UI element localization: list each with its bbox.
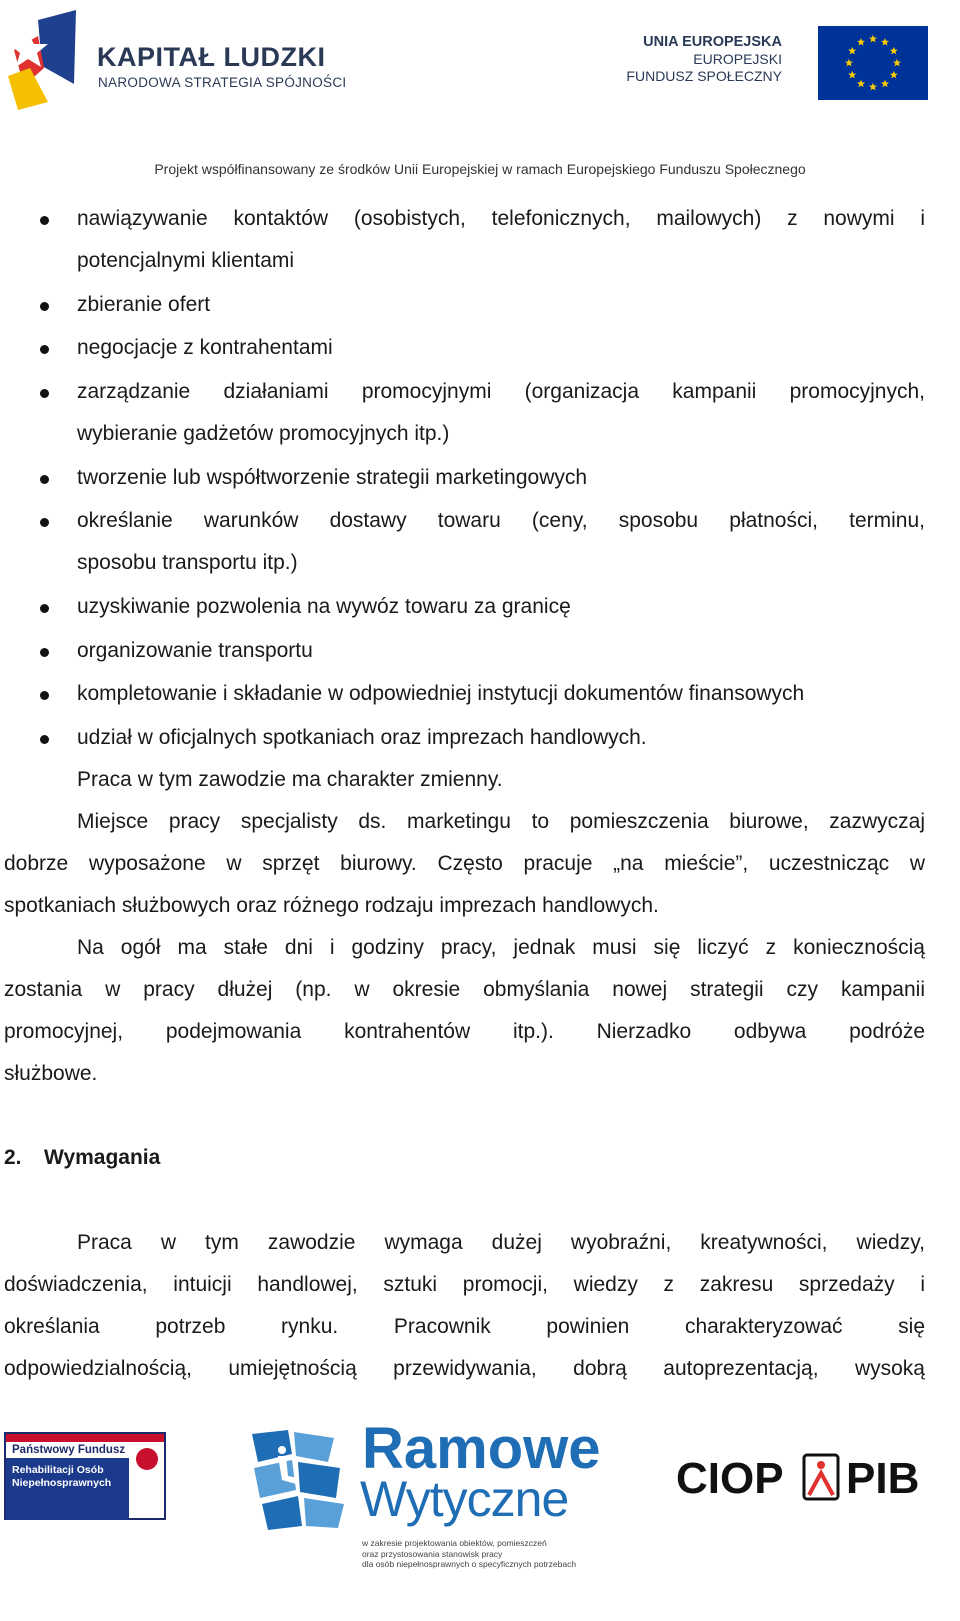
paragraph-text: dobrze wyposażone w sprzęt biurowy. Często pracuje „na mieście”, uczestnicząc w xyxy=(4,852,925,875)
bullet-icon xyxy=(40,345,49,354)
list-item xyxy=(0,463,960,493)
paragraph-text: spotkaniach służbowych oraz różnego rodzaju imprezach handlowych. xyxy=(4,894,659,917)
page-header xyxy=(0,0,960,190)
paragraph-text: Miejsce pracy specjalisty ds. marketingu to pomieszczenia biurowe, zazwyczaj xyxy=(77,810,925,833)
paragraph-text: doświadczenia, intuicji handlowej, sztuki promocji, wiedzy z zakresu sprzedaży i xyxy=(4,1273,925,1296)
list-item-text: zbieranie ofert xyxy=(77,293,211,316)
list-item-text: zarządzanie działaniami promocyjnymi (organizacja kampanii promocyjnych, xyxy=(77,380,925,403)
ramowe-wytyczne-caption xyxy=(362,1538,576,1570)
pfron-line-2: Rehabilitacji Osób xyxy=(12,1464,104,1476)
list-item-text: organizowanie transportu xyxy=(77,639,313,662)
paragraph-line xyxy=(0,1228,960,1258)
pfron-emblem-icon xyxy=(136,1448,158,1470)
kapital-ludzki-title: KAPITAŁ LUDZKI xyxy=(97,42,326,72)
eu-line-3: FUNDUSZ SPOŁECZNY xyxy=(626,68,782,84)
section-heading xyxy=(4,1143,160,1173)
eu-line-1: UNIA EUROPEJSKA xyxy=(643,34,782,50)
pfron-line-1: Państwowy Fundusz xyxy=(12,1444,126,1456)
ramowe-title: Ramowe xyxy=(362,1416,601,1481)
list-item xyxy=(0,723,960,753)
paragraph-text: Praca w tym zawodzie wymaga dużej wyobraźni, kreatywności, wiedzy, xyxy=(77,1231,925,1254)
list-item xyxy=(0,290,960,320)
paragraph-text: określania potrzeb rynku. Pracownik powinien charakteryzować się xyxy=(4,1315,925,1338)
section-number: 2. xyxy=(4,1146,22,1169)
paragraph-line xyxy=(0,1059,960,1089)
eu-line-2: EUROPEJSKI xyxy=(693,51,782,67)
caption-line-1: w zakresie projektowania obiektów, pomieszczeń xyxy=(362,1538,547,1548)
caption-line-2: oraz przystosowania stanowisk pracy xyxy=(362,1548,503,1559)
paragraph-text: Na ogół ma stałe dni i godziny pracy, jednak musi się liczyć z koniecznością xyxy=(77,936,925,959)
paragraph-line xyxy=(0,891,960,921)
wytyczne-title: Wytyczne xyxy=(360,1471,569,1527)
bullet-icon xyxy=(40,648,49,657)
project-cofinancing-line: Projekt współfinansowany ze środków Unii Europejskiej w ramach Europejskiego Funduszu Społecznego xyxy=(154,161,806,177)
pib-text: PIB xyxy=(846,1454,920,1501)
paragraph-text: Praca w tym zawodzie ma charakter zmienny. xyxy=(77,768,503,791)
eu-flag-icon xyxy=(818,26,928,100)
paragraph-text: służbowe. xyxy=(4,1062,98,1085)
bullet-icon xyxy=(40,735,49,744)
paragraph-text: odpowiedzialnością, umiejętnością przewidywania, dobrą autoprezentacją, wysoką xyxy=(4,1357,925,1380)
list-item xyxy=(0,592,960,622)
list-item-continuation xyxy=(0,246,960,276)
paragraph-line xyxy=(0,1312,960,1342)
ramowe-wytyczne-cube-icon xyxy=(248,1428,348,1532)
kapital-ludzki-logo-icon xyxy=(4,6,84,118)
paragraph-line xyxy=(0,933,960,963)
ciop-person-icon xyxy=(804,1455,838,1499)
list-item-text: negocjacje z kontrahentami xyxy=(77,336,333,359)
ciop-text: CIOP xyxy=(676,1454,784,1501)
bullet-icon xyxy=(40,604,49,613)
list-item-text: nawiązywanie kontaktów (osobistych, telefonicznych, mailowych) z nowymi i xyxy=(77,207,925,230)
list-item-text: określanie warunków dostawy towaru (ceny, sposobu płatności, terminu, xyxy=(77,509,925,532)
paragraph-line xyxy=(0,849,960,879)
list-item xyxy=(0,377,960,407)
pfron-line-3: Niepełnosprawnych xyxy=(12,1477,112,1489)
paragraph-line xyxy=(0,1270,960,1300)
list-item xyxy=(0,506,960,536)
list-item-text: sposobu transportu itp.) xyxy=(77,551,298,574)
paragraph-line xyxy=(0,765,960,795)
pfron-logo xyxy=(4,1432,166,1520)
kapital-ludzki-subtitle: NARODOWA STRATEGIA SPÓJNOŚCI xyxy=(98,75,347,90)
list-item xyxy=(0,204,960,234)
list-item-text: tworzenie lub współtworzenie strategii marketingowych xyxy=(77,466,588,489)
list-item-text: wybieranie gadżetów promocyjnych itp.) xyxy=(77,422,450,445)
caption-line-3: dla osób niepełnosprawnych o specyficznych potrzebach xyxy=(362,1559,577,1569)
paragraph-line xyxy=(0,975,960,1005)
list-item xyxy=(0,636,960,666)
list-item-continuation xyxy=(0,419,960,449)
paragraph-text: zostania w pracy dłużej (np. w okresie obmyślania nowej strategii czy kampanii xyxy=(4,978,925,1001)
ciop-pib-logo xyxy=(676,1453,930,1501)
list-item-text: uzyskiwanie pozwolenia na wywóz towaru za granicę xyxy=(77,595,571,618)
bullet-icon xyxy=(40,475,49,484)
bullet-icon xyxy=(40,389,49,398)
paragraph-line xyxy=(0,1017,960,1047)
eu-fund-label xyxy=(626,34,782,85)
bullet-icon xyxy=(40,691,49,700)
list-item-text: kompletowanie i składanie w odpowiedniej instytucji dokumentów finansowych xyxy=(77,682,805,705)
list-item xyxy=(0,333,960,363)
list-item-continuation xyxy=(0,548,960,578)
paragraph-line xyxy=(0,807,960,837)
list-item-text: udział w oficjalnych spotkaniach oraz imprezach handlowych. xyxy=(77,726,647,749)
paragraph-line xyxy=(0,1354,960,1384)
bullet-icon xyxy=(40,302,49,311)
paragraph-text: promocyjnej, podejmowania kontrahentów itp.). Nierzadko odbywa podróże xyxy=(4,1020,925,1043)
bullet-icon xyxy=(40,518,49,527)
bullet-icon xyxy=(40,216,49,225)
list-item xyxy=(0,679,960,709)
section-title: Wymagania xyxy=(44,1146,161,1169)
list-item-text: potencjalnymi klientami xyxy=(77,249,295,272)
